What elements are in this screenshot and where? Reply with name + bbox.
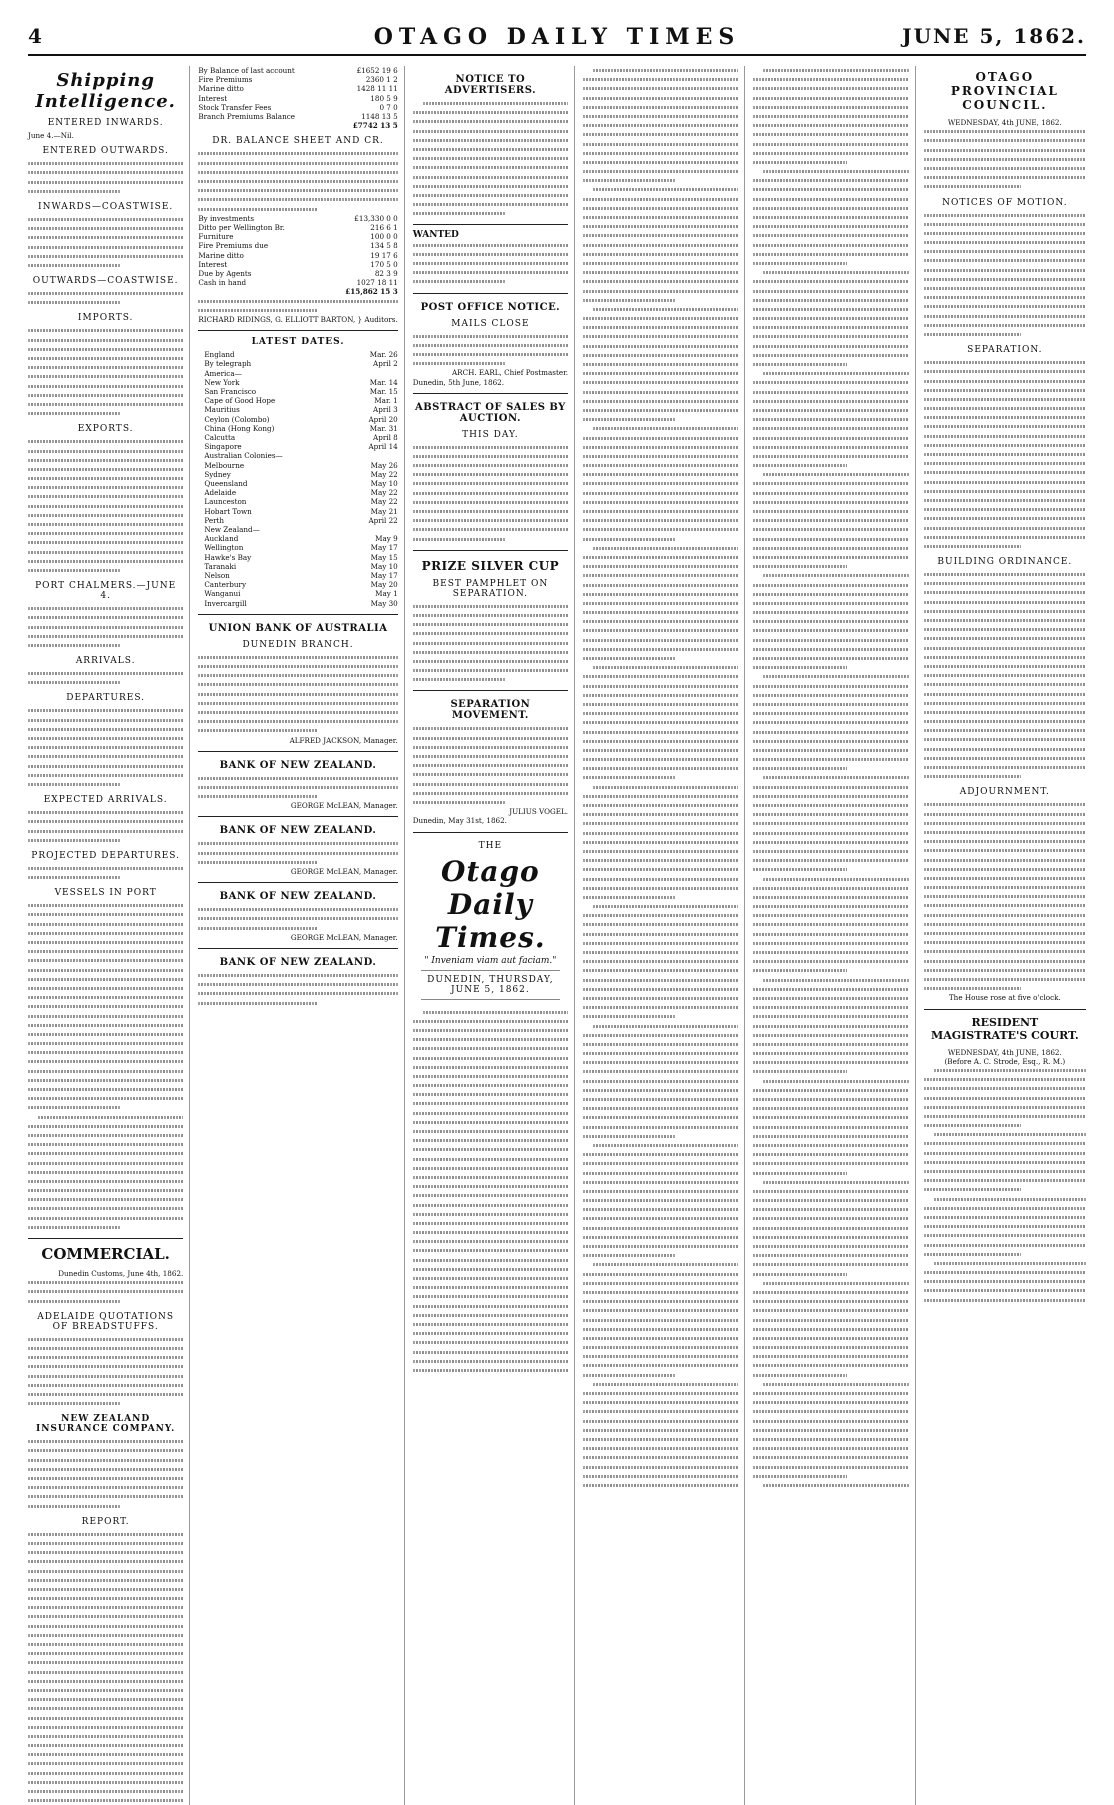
mails-close-heading: MAILS CLOSE xyxy=(451,318,530,329)
inwards-coastwise-heading: INWARDS—COASTWISE. xyxy=(38,201,174,212)
date-row xyxy=(198,369,397,378)
asset-row-label: Ditto per Wellington Br. xyxy=(198,222,285,232)
assets-account xyxy=(198,214,397,288)
asset-row-amount: 19 17 6 xyxy=(370,250,398,260)
the-label: THE xyxy=(478,840,503,851)
balance-row-label: Branch Premiums Balance xyxy=(198,112,295,122)
balance-row xyxy=(198,84,397,93)
date-row xyxy=(198,507,397,516)
asset-row xyxy=(198,241,397,250)
asset-row xyxy=(198,269,397,278)
balance-row-label: By Balance of last account xyxy=(198,66,295,75)
page-number: 4 xyxy=(28,24,42,48)
exports-heading: EXPORTS. xyxy=(77,424,134,435)
editorial-paper-name: Otago Daily Times. xyxy=(435,854,546,954)
date-row-amount xyxy=(394,525,398,534)
date-row-amount: May 17 xyxy=(370,571,398,581)
date-row xyxy=(198,488,397,497)
date-row-label: Wellington xyxy=(204,543,244,553)
date-row-amount: April 20 xyxy=(368,414,398,424)
editorial-dateline: DUNEDIN, THURSDAY, JUNE 5, 1862. xyxy=(427,974,554,995)
notices-of-motion-heading: NOTICES OF MOTION. xyxy=(942,197,1068,208)
asset-row-label: Cash in hand xyxy=(198,278,247,288)
wanted-heading: WANTED xyxy=(412,230,459,241)
date-row-label: Adelaide xyxy=(204,488,237,498)
asset-row xyxy=(198,278,397,287)
balance-total: £7742 13 5 xyxy=(352,121,398,131)
balance-row-amount: 2360 1 2 xyxy=(365,75,398,85)
union-bank-heading: UNION BANK OF AUSTRALIA xyxy=(208,622,388,634)
court-reports xyxy=(924,1066,1086,1305)
asset-row xyxy=(198,223,397,232)
bank-nz-heading-2: BANK OF NEW ZEALAND. xyxy=(219,825,377,837)
date-row xyxy=(198,424,397,433)
date-row xyxy=(198,543,397,552)
separation-movement-heading: SEPARATION MOVEMENT. xyxy=(450,699,531,722)
date-row-amount: May 22 xyxy=(370,497,398,507)
date-row-label: Auckland xyxy=(204,534,239,544)
date-row-label: Queensland xyxy=(204,478,248,488)
imports-heading: IMPORTS. xyxy=(77,313,134,324)
asset-row xyxy=(198,232,397,241)
latest-dates-heading: LATEST DATES. xyxy=(251,337,345,348)
vessels-in-port-heading: VESSELS IN PORT xyxy=(54,888,157,899)
balance-row xyxy=(198,94,397,103)
balance-row xyxy=(198,112,397,121)
date-row xyxy=(198,415,397,424)
date-row xyxy=(198,442,397,451)
report-heading: REPORT. xyxy=(81,1516,130,1527)
auditors-signature: RICHARD RIDINGS, G. ELLIOTT BARTON, } Auditors. xyxy=(198,314,398,324)
date-row-amount: May 21 xyxy=(370,506,398,516)
date-row-amount: Mar. 1 xyxy=(374,396,398,406)
motto: " Inveniam viam aut faciam." xyxy=(424,955,557,966)
date-row-amount xyxy=(394,451,398,460)
date-row-amount: April 14 xyxy=(368,442,398,452)
date-row xyxy=(198,599,397,608)
date-row-label: Melbourne xyxy=(204,460,245,470)
balance-row-label: Stock Transfer Fees xyxy=(198,102,272,112)
departures-heading: DEPARTURES. xyxy=(66,693,146,704)
date-row-label: Nelson xyxy=(204,571,230,581)
entered-outwards-heading: ENTERED OUTWARDS. xyxy=(42,146,169,157)
separation-date: Dunedin, May 31st, 1862. xyxy=(412,816,507,826)
union-bank-signature: ALFRED JACKSON, Manager. xyxy=(289,735,398,745)
asset-row-amount: 82 3 9 xyxy=(374,268,398,278)
newspaper-columns xyxy=(28,66,1086,1527)
entered-inwards-heading: ENTERED INWARDS. xyxy=(47,118,164,128)
date-row-amount: May 15 xyxy=(370,552,398,562)
balance-row-amount: 1148 13 5 xyxy=(361,112,398,122)
editorial-masthead xyxy=(413,841,568,1000)
newspaper-title: OTAGO DAILY TIMES xyxy=(373,24,741,50)
date-row-label: Canterbury xyxy=(204,580,247,590)
magistrates-court-heading: RESIDENT MAGISTRATE'S COURT. xyxy=(931,1015,1079,1042)
balance-row-amount: £1652 19 6 xyxy=(356,66,398,75)
date-row-label: China (Hong Kong) xyxy=(204,423,275,433)
date-row-label: America— xyxy=(204,368,242,378)
asset-row-label: By investments xyxy=(198,213,255,223)
date-row xyxy=(198,497,397,506)
commercial-heading: COMMERCIAL. xyxy=(41,1245,170,1264)
asset-row xyxy=(198,260,397,269)
port-chalmers-heading: PORT CHALMERS.—JUNE 4. xyxy=(35,581,177,602)
column-5 xyxy=(753,66,915,1805)
dunedin-branch-heading: DUNEDIN BRANCH. xyxy=(242,639,354,650)
bank-nz-heading-4: BANK OF NEW ZEALAND. xyxy=(219,957,377,969)
date-row-amount: May 17 xyxy=(370,543,398,553)
date-row-label: Cape of Good Hope xyxy=(204,396,276,406)
date-row xyxy=(198,580,397,589)
asset-row-amount: 216 6 1 xyxy=(370,222,398,232)
date-row-amount: April 22 xyxy=(368,515,398,525)
date-row-label: Launceston xyxy=(204,497,247,507)
date-row xyxy=(198,451,397,460)
column-4 xyxy=(583,66,745,1805)
column-1 xyxy=(28,66,190,1805)
date-row-amount: May 20 xyxy=(370,580,398,590)
date-row-label: Australian Colonies— xyxy=(204,451,283,461)
balance-account xyxy=(198,66,397,121)
date-row-label: By telegraph xyxy=(204,359,252,369)
notice-to-advertisers-heading: NOTICE TO ADVERTISERS. xyxy=(444,74,537,96)
date-row-amount: April 2 xyxy=(373,359,398,369)
date-row-label: Ceylon (Colombo) xyxy=(204,414,270,424)
commercial-dateline: Dunedin Customs, June 4th, 1862. xyxy=(58,1269,184,1279)
asset-row-label: Marine ditto xyxy=(198,250,244,260)
outwards-coastwise-heading: OUTWARDS—COASTWISE. xyxy=(32,276,179,287)
masthead xyxy=(28,24,1086,56)
date-row xyxy=(198,534,397,543)
balance-sheet-heading: DR. BALANCE SHEET AND CR. xyxy=(212,136,384,147)
date-row-label: Perth xyxy=(204,515,225,525)
this-day-heading: THIS DAY. xyxy=(462,429,519,440)
balance-row xyxy=(198,75,397,84)
date-row xyxy=(198,562,397,571)
balance-row-amount: 0 7 0 xyxy=(379,102,398,112)
assets-total: £15,862 15 3 xyxy=(345,287,398,297)
date-row-amount: May 9 xyxy=(375,534,398,544)
asset-row-amount: 1027 18 11 xyxy=(356,278,398,288)
provincial-council-heading: OTAGO PROVINCIAL COUNCIL. xyxy=(950,70,1059,112)
adjournment-heading: ADJOURNMENT. xyxy=(959,787,1050,798)
column-2 xyxy=(198,66,404,1805)
post-office-date: Dunedin, 5th June, 1862. xyxy=(412,377,505,387)
date-row xyxy=(198,525,397,534)
date-row-amount xyxy=(394,369,398,378)
issue-date: JUNE 5, 1862. xyxy=(902,24,1086,48)
date-row-label: Calcutta xyxy=(204,432,236,442)
date-row-label: Mauritius xyxy=(204,405,240,415)
house-rose-line: The House rose at five o'clock. xyxy=(948,993,1061,1003)
date-row xyxy=(198,553,397,562)
asset-row-label: Interest xyxy=(198,259,228,269)
council-date: WEDNESDAY, 4th JUNE, 1862. xyxy=(947,118,1062,127)
date-row-label: Taranaki xyxy=(204,561,237,571)
asset-row xyxy=(198,214,397,223)
date-row-amount: Mar. 31 xyxy=(369,423,398,433)
adelaide-quotations-heading: ADELAIDE QUOTATIONS OF BREADSTUFFS. xyxy=(37,1311,175,1332)
date-row xyxy=(198,571,397,580)
shipping-intelligence-heading: Shipping Intelligence. xyxy=(35,70,176,112)
date-row xyxy=(198,378,397,387)
date-row-amount: May 30 xyxy=(370,598,398,608)
date-row xyxy=(198,387,397,396)
date-row-label: Sydney xyxy=(204,469,231,479)
balance-row xyxy=(198,66,397,75)
date-row-label: England xyxy=(204,350,235,360)
date-row-amount: May 10 xyxy=(370,478,398,488)
date-row-amount: Mar. 26 xyxy=(369,350,398,360)
date-row-label: Hawke's Bay xyxy=(204,552,252,562)
prize-silver-cup-heading: PRIZE SILVER CUP xyxy=(421,558,560,573)
entered-inwards-line: June 4.—Nil. xyxy=(28,131,74,140)
asset-row-label: Fire Premiums due xyxy=(198,241,269,251)
date-row-label: Singapore xyxy=(204,442,242,452)
latest-dates-table xyxy=(198,350,397,608)
asset-row-amount: 170 5 0 xyxy=(370,259,398,269)
date-row-label: Wanganui xyxy=(204,589,241,599)
date-row-amount: May 10 xyxy=(370,561,398,571)
projected-departures-heading: PROJECTED DEPARTURES. xyxy=(31,850,180,861)
date-row-amount: April 3 xyxy=(373,405,398,415)
expected-arrivals-heading: EXPECTED ARRIVALS. xyxy=(43,795,168,806)
best-pamphlet-heading: BEST PAMPHLET ON SEPARATION. xyxy=(432,578,549,599)
balance-row-amount: 180 5 9 xyxy=(370,93,398,103)
date-row-label: Hobart Town xyxy=(204,506,252,516)
postmaster-signature: ARCH. EARL, Chief Postmaster. xyxy=(451,368,569,378)
column-6 xyxy=(924,66,1086,1805)
date-row-label: New Zealand— xyxy=(204,525,260,534)
date-row-label: San Francisco xyxy=(204,386,257,396)
date-row xyxy=(198,405,397,414)
insurance-company-heading: NEW ZEALAND INSURANCE COMPANY. xyxy=(35,1414,176,1435)
date-row-amount: May 22 xyxy=(370,469,398,479)
column-3 xyxy=(413,66,575,1805)
date-row-amount: May 22 xyxy=(370,488,398,498)
separation-heading: SEPARATION. xyxy=(967,345,1043,356)
asset-row-amount: 100 0 0 xyxy=(370,232,398,242)
separation-signature: JULIUS VOGEL. xyxy=(509,807,569,817)
court-date: WEDNESDAY, 4th JUNE, 1862. xyxy=(947,1047,1062,1057)
balance-row-label: Fire Premiums xyxy=(198,75,253,85)
date-row-amount: Mar. 14 xyxy=(369,377,398,387)
bank-nz-heading-3: BANK OF NEW ZEALAND. xyxy=(219,891,377,903)
date-row xyxy=(198,589,397,598)
bank-nz-signature-3: GEORGE McLEAN, Manager. xyxy=(290,932,398,942)
date-row xyxy=(198,516,397,525)
bank-nz-signature-2: GEORGE McLEAN, Manager. xyxy=(290,867,398,877)
balance-row xyxy=(198,103,397,112)
date-row-amount: Mar. 15 xyxy=(369,386,398,396)
arrivals-heading: ARRIVALS. xyxy=(75,656,136,667)
balance-row-label: Interest xyxy=(198,93,228,103)
date-row xyxy=(198,470,397,479)
asset-row-amount: 134 5 8 xyxy=(370,241,398,251)
abstract-sales-heading: ABSTRACT OF SALES BY AUCTION. xyxy=(414,401,566,424)
asset-row xyxy=(198,251,397,260)
date-row xyxy=(198,350,397,359)
date-row xyxy=(198,359,397,368)
date-row xyxy=(198,479,397,488)
balance-row-amount: 1428 11 11 xyxy=(356,84,398,94)
asset-row-amount: £13,330 0 0 xyxy=(354,213,398,223)
date-row-amount: May 1 xyxy=(375,589,398,599)
bank-nz-heading-1: BANK OF NEW ZEALAND. xyxy=(219,759,377,771)
date-row xyxy=(198,396,397,405)
date-row-amount: May 26 xyxy=(370,460,398,470)
balance-row-label: Marine ditto xyxy=(198,84,244,94)
asset-row-label: Due by Agents xyxy=(198,268,252,278)
date-row-label: New York xyxy=(204,377,240,387)
article-text xyxy=(753,66,908,1490)
building-ordinance-heading: BUILDING ORDINANCE. xyxy=(937,557,1073,568)
date-row-amount: April 8 xyxy=(373,432,398,442)
date-row xyxy=(198,433,397,442)
date-row-label: Invercargill xyxy=(204,598,247,608)
editorial-continued xyxy=(583,66,738,1490)
date-row xyxy=(198,461,397,470)
court-before: (Before A. C. Strode, Esq., R. M.) xyxy=(944,1056,1066,1066)
post-office-notice-heading: POST OFFICE NOTICE. xyxy=(420,301,561,313)
asset-row-label: Furniture xyxy=(198,232,234,242)
bank-nz-signature-1: GEORGE McLEAN, Manager. xyxy=(290,801,398,811)
